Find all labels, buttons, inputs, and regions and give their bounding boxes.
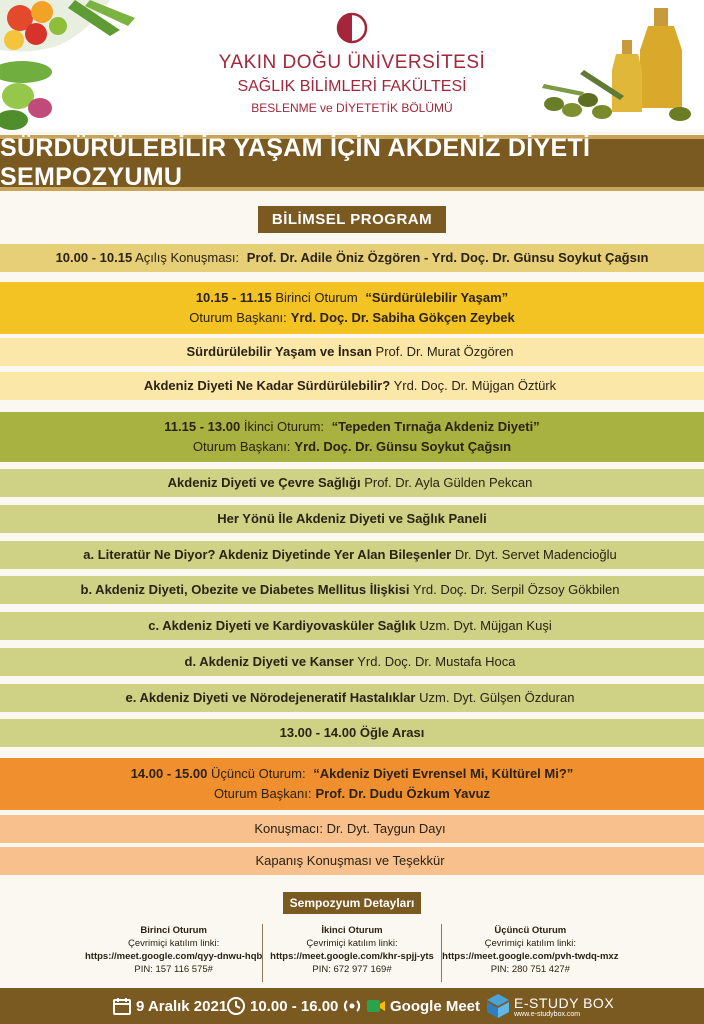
panel-b-topic: b. Akdeniz Diyeti, Obezite ve Diabetes Mellitus İlişkisi (80, 582, 410, 597)
details-session2-link-label: Çevrimiçi katılım linki: (306, 938, 398, 949)
title-banner (0, 135, 704, 191)
details-label: Sempozyum Detayları (283, 892, 421, 914)
footer-time (226, 988, 338, 1024)
details-session1 (85, 924, 263, 982)
calendar-icon (112, 996, 132, 1016)
panel-b-speaker: Yrd. Doç. Dr. Serpil Özsoy Gökbilen (412, 582, 620, 597)
estudy-brand-url: www.e-studybox.com (514, 1010, 581, 1018)
broadcast-icon (342, 996, 362, 1016)
panel-e-speaker: Uzm. Dyt. Gülşen Özduran (419, 690, 575, 705)
panel-d-speaker: Yrd. Doç. Dr. Mustafa Hoca (357, 654, 516, 669)
footer-time-text: 10.00 - 16.00 (250, 997, 339, 1015)
closing-text: Kapanış Konuşması ve Teşekkür (255, 853, 445, 868)
panel-a-topic: a. Literatür Ne Diyor? Akdeniz Diyetinde Yer Alan Bileşenler (83, 547, 452, 562)
session1-chair: Yrd. Doç. Dr. Sabiha Gökçen Zeybek (290, 310, 515, 325)
details-session1-link-label: Çevrimiçi katılım linki: (128, 938, 220, 949)
talk3-topic: Akdeniz Diyeti ve Çevre Sağlığı (167, 475, 361, 490)
talk2-row (0, 372, 704, 400)
lunch-text: 13.00 - 14.00 Öğle Arası (279, 725, 425, 740)
estudy-brand-name: E-STUDY BOX (514, 994, 615, 1011)
session3-row (0, 758, 704, 810)
estudy-brand (486, 988, 614, 1024)
session3-chair: Prof. Dr. Dudu Özkum Yavuz (315, 786, 491, 801)
talk2-topic: Akdeniz Diyeti Ne Kadar Sürdürülebilir? (143, 378, 391, 393)
talk3-speaker: Prof. Dr. Ayla Gülden Pekcan (364, 475, 533, 490)
session1-row (0, 282, 704, 334)
session1-chair-label: Oturum Başkanı: (189, 310, 287, 325)
panel-topic: Her Yönü İle Akdeniz Diyeti ve Sağlık Paneli (217, 511, 487, 526)
details-columns (85, 924, 619, 982)
session1-label: Birinci Oturum (275, 290, 358, 305)
session2-row (0, 412, 704, 462)
session1-time: 10.15 - 11.15 (195, 290, 272, 305)
speaker-text: Konuşmacı: Dr. Dyt. Taygun Dayı (254, 821, 446, 836)
details-session2-link[interactable]: https://meet.google.com/khr-spjj-yts (270, 951, 434, 962)
panel-c-topic: c. Akdeniz Diyeti ve Kardiyovasküler Sağlık (148, 618, 416, 633)
details-session1-link[interactable]: https://meet.google.com/qyy-dnwu-hqb (85, 951, 263, 962)
panel-row (0, 505, 704, 533)
footer (0, 988, 704, 1024)
clock-icon (226, 996, 246, 1016)
google-meet-icon (366, 996, 386, 1016)
program-label: BİLİMSEL PROGRAM (258, 206, 446, 233)
details-session2-title: İkinci Oturum (321, 925, 383, 936)
panel-c-speaker: Uzm. Dyt. Müjgan Kuşi (419, 618, 552, 633)
panel-d-row (0, 648, 704, 676)
session2-time: 11.15 - 13.00 (164, 419, 241, 434)
talk1-speaker: Prof. Dr. Murat Özgören (375, 344, 514, 359)
opening-label: Açılış Konuşması: (135, 250, 240, 265)
estudy-box-logo-icon (486, 993, 510, 1019)
talk2-speaker: Yrd. Doç. Dr. Müjgan Öztürk (393, 378, 557, 393)
session3-title: “Akdeniz Diyeti Evrensel Mi, Kültürel Mi?” (313, 766, 574, 781)
details-session2 (263, 924, 441, 982)
session2-chair: Yrd. Doç. Dr. Günsu Soykut Çağsın (294, 439, 512, 454)
panel-a-row (0, 541, 704, 569)
faculty-name: SAĞLIK BİLİMLERİ FAKÜLTESİ (237, 78, 467, 95)
session2-chair-label: Oturum Başkanı: (192, 439, 291, 454)
details-session3 (442, 924, 619, 982)
talk1-row (0, 338, 704, 366)
university-name: YAKIN DOĞU ÜNİVERSİTESİ (218, 52, 486, 73)
session2-label: İkinci Oturum: (243, 419, 325, 434)
panel-e-row (0, 684, 704, 712)
footer-platform (342, 988, 480, 1024)
opening-speakers: Prof. Dr. Adile Öniz Özgören - Yrd. Doç. Dr. Günsu Soykut Çağsın (246, 250, 649, 265)
speaker-row (0, 815, 704, 843)
details-session3-link-label: Çevrimiçi katılım linki: (484, 938, 576, 949)
panel-b-row (0, 576, 704, 604)
session1-title: “Sürdürülebilir Yaşam” (365, 290, 509, 305)
header (0, 0, 704, 132)
university-logo-icon (336, 12, 368, 44)
panel-d-topic: d. Akdeniz Diyeti ve Kanser (184, 654, 354, 669)
lunch-row (0, 719, 704, 747)
footer-date-text: 9 Aralık 2021 (136, 997, 228, 1015)
details-session2-pin: PIN: 672 977 169# (312, 964, 392, 975)
details-session1-title: Birinci Oturum (140, 925, 207, 936)
department-name: BESLENME ve DİYETETİK BÖLÜMÜ (251, 101, 453, 115)
page-title: SÜRDÜRÜLEBİLİR YAŞAM İÇİN AKDENİZ DİYETİ SEMPOZYUMU (0, 134, 591, 191)
panel-c-row (0, 612, 704, 640)
opening-time: 10.00 - 10.15 (55, 250, 133, 265)
footer-platform-text: Google Meet (390, 997, 481, 1015)
session2-title: “Tepeden Tırnağa Akdeniz Diyeti” (331, 419, 540, 434)
talk3-row (0, 469, 704, 497)
talk1-topic: Sürdürülebilir Yaşam ve İnsan (186, 344, 372, 359)
session3-label: Üçüncü Oturum: (210, 766, 306, 781)
panel-a-speaker: Dr. Dyt. Servet Madencioğlu (454, 547, 617, 562)
panel-e-topic: e. Akdeniz Diyeti ve Nörodejeneratif Hastalıklar (125, 690, 416, 705)
opening-row (0, 244, 704, 272)
footer-date (112, 988, 227, 1024)
details-session3-link[interactable]: https://meet.google.com/pvh-twdq-mxz (442, 951, 619, 962)
closing-row (0, 847, 704, 875)
session3-chair-label: Oturum Başkanı: (213, 786, 312, 801)
details-session3-title: Üçüncü Oturum (494, 925, 567, 936)
details-session3-pin: PIN: 280 751 427# (490, 964, 570, 975)
session3-time: 14.00 - 15.00 (130, 766, 208, 781)
details-session1-pin: PIN: 157 116 575# (134, 964, 213, 975)
